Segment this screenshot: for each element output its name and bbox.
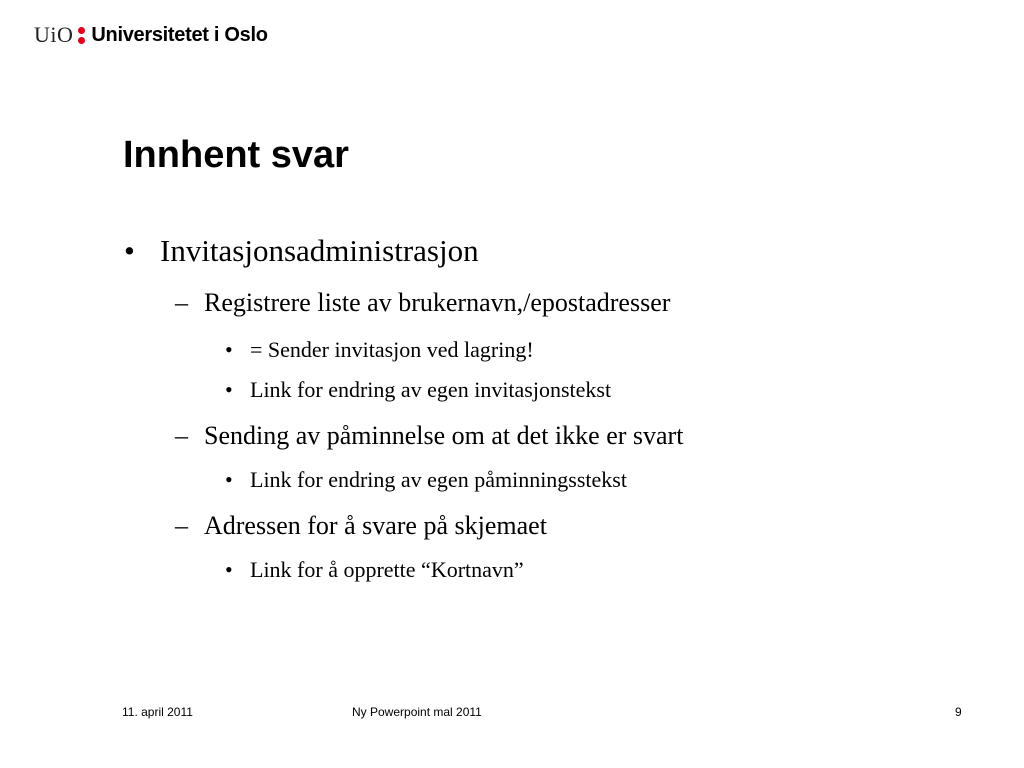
bullet-item: Invitasjonsadministrasjon — [160, 233, 479, 268]
logo-name-text: Universitetet i Oslo — [91, 23, 268, 46]
dash-marker: – — [175, 421, 188, 450]
sub-sub-item: = Sender invitasjon ved lagring! — [250, 337, 534, 362]
sub-item: Registrere liste av brukernavn,/epostadresser — [204, 288, 671, 317]
bullet-marker: • — [225, 467, 233, 492]
sub-item: Sending av påminnelse om at det ikke er svart — [204, 421, 684, 450]
dash-marker: – — [175, 288, 188, 317]
sub-sub-item: Link for å opprette “Kortnavn” — [250, 557, 524, 582]
footer-template-name: Ny Powerpoint mal 2011 — [352, 705, 482, 719]
logo-short-text: UiO — [34, 22, 74, 47]
footer-page-number: 9 — [955, 705, 962, 719]
slide-title: Innhent svar — [123, 134, 349, 176]
bullet-marker: • — [225, 337, 233, 362]
bullet-marker: • — [124, 233, 135, 268]
sub-sub-item: Link for endring av egen påminningsstekst — [250, 467, 627, 492]
footer-date: 11. april 2011 — [122, 705, 193, 719]
bullet-marker: • — [225, 377, 233, 402]
sub-item: Adressen for å svare på skjemaet — [204, 511, 547, 540]
bullet-marker: • — [225, 557, 233, 582]
dash-marker: – — [175, 511, 188, 540]
sub-sub-item: Link for endring av egen invitasjonstekst — [250, 377, 612, 402]
